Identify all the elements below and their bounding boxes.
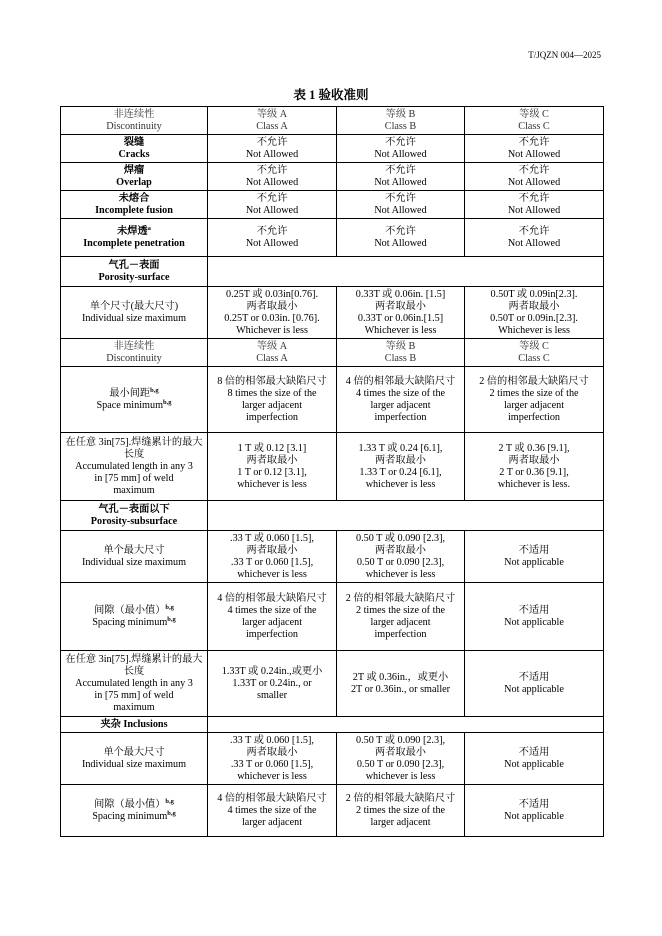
criteria-line: 2 times the size of the: [355, 604, 446, 616]
criteria-line: 8 times the size of the: [227, 387, 317, 399]
criteria-cell: [337, 367, 465, 433]
label-line: [63, 678, 205, 690]
cell-line: [63, 109, 205, 121]
label-line: [63, 617, 205, 629]
label-text: Spacing minimum: [92, 616, 168, 628]
criteria-line: larger adjacent: [370, 616, 431, 628]
criteria-line: 不允许: [518, 136, 550, 148]
label-text: Accumulated length in any 3: [75, 460, 193, 472]
criteria-line: whichever is less: [365, 478, 436, 490]
cell-text: Discontinuity: [106, 352, 162, 364]
criteria-line: whichever is less: [365, 568, 436, 580]
criteria-line: 4 times the size of the: [227, 604, 317, 616]
criteria-line: Not applicable: [504, 758, 564, 770]
label-line: [63, 226, 205, 238]
criteria-cell: [337, 191, 465, 219]
criteria-line: 不允许: [256, 192, 288, 204]
criteria-line: whichever is less.: [497, 478, 571, 490]
header-cell-class: [208, 107, 337, 135]
label-text: Individual size maximum: [81, 312, 187, 324]
criteria-line: 不允许: [385, 225, 416, 237]
criteria-line: 不允许: [385, 136, 416, 148]
criteria-cell: [465, 785, 604, 837]
criteria-line: 2 times the size of the: [355, 804, 446, 816]
label-text: 单个尺寸(最大尺寸): [89, 300, 179, 312]
label-text: Individual size maximum: [81, 556, 187, 568]
criteria-line: 两者取最小: [246, 746, 298, 758]
cell-line: [339, 353, 462, 365]
section-empty-cell: [208, 257, 604, 287]
criteria-line: imperfection: [374, 411, 427, 423]
criteria-cell: [208, 733, 337, 785]
criteria-line: larger adjacent: [370, 399, 431, 411]
label-line: [63, 811, 205, 823]
criteria-line: larger adjacent: [503, 399, 565, 411]
criteria-cell: [208, 531, 337, 583]
cell-text: Porosity-surface: [98, 271, 170, 283]
criteria-line: Not Allowed: [507, 237, 561, 249]
criteria-line: 不允许: [385, 164, 416, 176]
row-label: [61, 651, 208, 717]
criteria-line: 不允许: [256, 136, 288, 148]
label-text: 单个最大尺寸: [103, 746, 165, 758]
criteria-line: Not Allowed: [374, 176, 427, 188]
label-text: maximum: [113, 701, 155, 713]
cell-line: [467, 109, 601, 121]
footnote-marker: b,g: [163, 398, 172, 406]
criteria-line: 2T or 0.36in., or smaller: [350, 683, 451, 695]
criteria-line: 2 times the size of the: [489, 387, 579, 399]
header-cell-class: [337, 107, 465, 135]
row-label: [61, 163, 208, 191]
label-line: [63, 799, 205, 811]
criteria-cell: [465, 191, 604, 219]
cell-line: [339, 341, 462, 353]
label-text: Spacing minimum: [92, 810, 168, 822]
header-cell-discontinuity: [61, 339, 208, 367]
criteria-line: 0.33T 或 0.06in. [1.5]: [355, 288, 446, 300]
cell-text: Porosity-subsurface: [90, 515, 178, 527]
criteria-line: Not Allowed: [507, 176, 561, 188]
label-text: Individual size maximum: [81, 758, 187, 770]
table-caption: 表 1 验收准则: [293, 88, 369, 102]
acceptance-criteria-table: [60, 106, 604, 837]
criteria-cell: [337, 433, 465, 501]
criteria-line: imperfection: [245, 411, 299, 423]
row-label: [61, 367, 208, 433]
criteria-cell: [208, 583, 337, 651]
criteria-line: imperfection: [374, 628, 427, 640]
label-text: Incomplete fusion: [95, 204, 173, 216]
label-text: 在任意 3in[75].焊缝累计的最大长度: [65, 653, 203, 677]
header-cell-class: [337, 339, 465, 367]
table-row: [61, 501, 604, 531]
criteria-line: 两者取最小: [375, 454, 426, 466]
cell-line: [63, 353, 205, 365]
criteria-line: 2 倍的相邻最大缺陷尺寸: [345, 592, 456, 604]
criteria-line: 0.50 T or 0.090 [2.3],: [356, 758, 445, 770]
footnote-marker: b,g: [165, 797, 174, 805]
criteria-line: 1 T or 0.12 [3.1],: [237, 466, 307, 478]
label-text: 焊瘤: [123, 164, 145, 176]
row-label: [61, 219, 208, 257]
criteria-cell: [337, 583, 465, 651]
criteria-line: Not Allowed: [245, 148, 299, 160]
table-row: [61, 257, 604, 287]
label-line: [63, 400, 205, 412]
row-label: [61, 191, 208, 219]
cell-text: Class A: [256, 120, 288, 132]
criteria-line: Not Allowed: [374, 204, 427, 216]
table-row: [61, 785, 604, 837]
cell-text: Class C: [518, 120, 550, 132]
cell-text: Class B: [384, 352, 417, 364]
table-row: [61, 651, 604, 717]
cell-line: [63, 260, 205, 272]
cell-text: 等级 C: [519, 108, 549, 120]
criteria-line: 不适用: [518, 604, 550, 616]
section-empty-cell: [208, 717, 604, 733]
section-label: [61, 501, 208, 531]
section-label: [61, 257, 208, 287]
label-text: Overlap: [116, 176, 152, 188]
criteria-line: Not Allowed: [374, 148, 427, 160]
cell-line: [63, 719, 205, 731]
criteria-cell: [208, 219, 337, 257]
criteria-line: 两者取最小: [246, 544, 298, 556]
label-line: [63, 747, 205, 759]
criteria-line: Not Allowed: [245, 204, 299, 216]
criteria-line: 0.50 T or 0.090 [2.3],: [356, 556, 445, 568]
cell-line: [63, 341, 205, 353]
criteria-line: 1.33T 或 0.24in.,或更小: [221, 665, 323, 677]
criteria-cell: [337, 531, 465, 583]
table-row: [61, 287, 604, 339]
header-cell-class: [465, 107, 604, 135]
label-line: [63, 545, 205, 557]
criteria-cell: [208, 433, 337, 501]
criteria-line: 两者取最小: [375, 300, 426, 312]
label-line: [63, 485, 205, 497]
criteria-line: 4 倍的相邻最大缺陷尺寸: [217, 792, 327, 804]
criteria-line: Not applicable: [504, 683, 564, 695]
criteria-line: 4 times the size of the: [227, 804, 317, 816]
cell-line: [467, 341, 601, 353]
criteria-cell: [208, 135, 337, 163]
criteria-line: 2 倍的相邻最大缺陷尺寸: [479, 375, 589, 387]
criteria-line: 4 倍的相邻最大缺陷尺寸: [345, 375, 456, 387]
label-text: 最小间距: [109, 387, 151, 399]
label-text: 在任意 3in[75].焊缝累计的最大长度: [65, 436, 203, 460]
criteria-cell: [337, 163, 465, 191]
criteria-line: .33 T 或 0.060 [1.5],: [230, 734, 314, 746]
document-id: T/JQZN 004—2025: [528, 50, 601, 60]
criteria-line: 2 T 或 0.36 [9.1],: [498, 442, 570, 454]
label-line: [63, 473, 205, 485]
criteria-line: 不允许: [256, 225, 288, 237]
table-row: [61, 531, 604, 583]
criteria-line: .33 T 或 0.060 [1.5],: [230, 532, 314, 544]
criteria-line: Not Allowed: [507, 148, 561, 160]
label-line: [63, 690, 205, 702]
cell-text: 等级 B: [385, 340, 416, 352]
cell-line: [339, 121, 462, 133]
label-text: 间隙（最小值）: [94, 798, 166, 810]
section-label: [61, 717, 208, 733]
criteria-cell: [465, 287, 604, 339]
cell-text: Class A: [256, 352, 288, 364]
label-line: [63, 461, 205, 473]
criteria-line: 0.50 T 或 0.090 [2.3],: [355, 734, 446, 746]
criteria-line: 不允许: [518, 192, 550, 204]
criteria-line: smaller: [257, 689, 287, 701]
cell-line: [63, 516, 205, 528]
label-text: Accumulated length in any 3: [75, 677, 193, 689]
criteria-line: 0.50T or 0.09in.[2.3].: [490, 312, 578, 324]
criteria-line: 0.33T or 0.06in.[1.5]: [357, 312, 444, 324]
label-line: [63, 137, 205, 149]
criteria-cell: [465, 367, 604, 433]
criteria-cell: [465, 163, 604, 191]
criteria-line: 4 times the size of the: [355, 387, 446, 399]
criteria-line: larger adjacent: [370, 816, 431, 828]
criteria-line: Not applicable: [504, 556, 564, 568]
criteria-line: 两者取最小: [375, 544, 426, 556]
criteria-line: 不适用: [518, 671, 550, 683]
criteria-cell: [465, 219, 604, 257]
label-text: in [75 mm] of weld: [94, 472, 174, 484]
cell-line: [210, 341, 334, 353]
table-row: [61, 433, 604, 501]
row-label: [61, 785, 208, 837]
criteria-line: Not Allowed: [374, 237, 427, 249]
cell-text: 非连续性: [113, 340, 155, 352]
cell-line: [210, 353, 334, 365]
criteria-line: 不允许: [518, 225, 550, 237]
cell-text: 气孔－表面: [108, 259, 160, 271]
label-line: [63, 149, 205, 161]
label-text: Space minimum: [96, 399, 163, 411]
criteria-cell: [208, 367, 337, 433]
label-line: [63, 193, 205, 205]
criteria-cell: [465, 651, 604, 717]
criteria-line: 4 倍的相邻最大缺陷尺寸: [217, 592, 327, 604]
criteria-cell: [337, 785, 465, 837]
label-text: Incomplete penetration: [83, 237, 185, 249]
cell-line: [467, 121, 601, 133]
label-line: [63, 654, 205, 678]
label-line: [63, 313, 205, 325]
criteria-line: larger adjacent: [241, 616, 303, 628]
table-row: [61, 219, 604, 257]
criteria-line: 8 倍的相邻最大缺陷尺寸: [217, 375, 327, 387]
criteria-line: 1.33T or 0.24in., or: [232, 677, 312, 689]
criteria-line: 两者取最小: [508, 454, 560, 466]
criteria-line: whichever is less: [365, 770, 436, 782]
label-line: [63, 388, 205, 400]
row-label: [61, 531, 208, 583]
cell-line: [63, 504, 205, 516]
footnote-marker: b,g: [167, 615, 176, 623]
header-cell-class: [465, 339, 604, 367]
row-label: [61, 433, 208, 501]
criteria-line: 两者取最小: [508, 300, 560, 312]
label-text: 裂缝: [123, 136, 145, 148]
criteria-line: 2 倍的相邻最大缺陷尺寸: [345, 792, 456, 804]
cell-text: Class C: [518, 352, 550, 364]
table-row: [61, 107, 604, 135]
cell-line: [63, 272, 205, 284]
table-row: [61, 583, 604, 651]
criteria-line: larger adjacent: [241, 816, 303, 828]
cell-text: 等级 C: [519, 340, 549, 352]
cell-text: 等级 B: [385, 108, 416, 120]
criteria-line: 0.50T 或 0.09in[2.3].: [490, 288, 578, 300]
criteria-line: Whichever is less: [236, 324, 308, 336]
criteria-cell: [208, 163, 337, 191]
label-line: [63, 557, 205, 569]
criteria-line: 不允许: [385, 192, 416, 204]
criteria-cell: [208, 287, 337, 339]
criteria-line: Not Allowed: [507, 204, 561, 216]
table-row: [61, 339, 604, 367]
criteria-line: 1 T 或 0.12 [3.1]: [237, 442, 307, 454]
cell-text: 等级 A: [256, 340, 288, 352]
row-label: [61, 135, 208, 163]
label-text: 单个最大尺寸: [103, 544, 165, 556]
criteria-line: 不允许: [256, 164, 288, 176]
cell-text: Class B: [384, 120, 417, 132]
footnote-marker: a: [147, 224, 151, 232]
criteria-cell: [208, 651, 337, 717]
label-line: [63, 177, 205, 189]
cell-text: 气孔－表面以下: [98, 503, 170, 515]
table-row: [61, 717, 604, 733]
criteria-cell: [465, 135, 604, 163]
criteria-cell: [465, 433, 604, 501]
criteria-line: 0.50 T 或 0.090 [2.3],: [355, 532, 446, 544]
row-label: [61, 287, 208, 339]
footnote-marker: b,g: [167, 809, 176, 817]
label-text: 未熔合: [118, 192, 150, 204]
label-line: [63, 437, 205, 461]
label-line: [63, 301, 205, 313]
label-line: [63, 205, 205, 217]
section-empty-cell: [208, 501, 604, 531]
cell-text: 非连续性: [113, 108, 155, 120]
criteria-line: .33 T or 0.060 [1.5],: [230, 758, 314, 770]
criteria-line: Not Allowed: [245, 176, 299, 188]
label-line: [63, 165, 205, 177]
criteria-line: Not applicable: [504, 810, 564, 822]
criteria-line: 不适用: [518, 798, 550, 810]
criteria-line: whichever is less: [237, 478, 307, 490]
label-text: Cracks: [118, 148, 150, 160]
criteria-line: 1.33 T or 0.24 [6.1],: [359, 466, 442, 478]
criteria-line: imperfection: [507, 411, 561, 423]
table-row: [61, 733, 604, 785]
criteria-line: larger adjacent: [241, 399, 303, 411]
footnote-marker: b,g: [165, 603, 174, 611]
label-line: [63, 702, 205, 714]
label-text: 间隙（最小值）: [94, 604, 166, 616]
row-label: [61, 583, 208, 651]
criteria-line: 1.33 T 或 0.24 [6.1],: [358, 442, 443, 454]
cell-line: [339, 109, 462, 121]
cell-line: [63, 121, 205, 133]
criteria-line: .33 T or 0.060 [1.5],: [230, 556, 314, 568]
criteria-cell: [337, 135, 465, 163]
criteria-line: 不允许: [518, 164, 550, 176]
criteria-cell: [337, 219, 465, 257]
label-text: in [75 mm] of weld: [94, 689, 174, 701]
criteria-line: imperfection: [245, 628, 299, 640]
criteria-line: 不适用: [518, 544, 550, 556]
criteria-cell: [208, 191, 337, 219]
criteria-line: 2 T or 0.36 [9.1],: [499, 466, 569, 478]
criteria-line: Not applicable: [504, 616, 564, 628]
criteria-cell: [465, 531, 604, 583]
criteria-line: whichever is less: [237, 568, 307, 580]
criteria-line: Whichever is less: [498, 324, 570, 336]
row-label: [61, 733, 208, 785]
criteria-cell: [337, 287, 465, 339]
label-line: [63, 759, 205, 771]
criteria-line: 两者取最小: [375, 746, 426, 758]
criteria-line: Whichever is less: [364, 324, 437, 336]
criteria-cell: [465, 733, 604, 785]
table-row: [61, 191, 604, 219]
criteria-line: 0.25T 或 0.03in[0.76].: [225, 288, 319, 300]
table-row: [61, 163, 604, 191]
footnote-marker: b,g: [150, 386, 159, 394]
criteria-cell: [337, 733, 465, 785]
criteria-line: whichever is less: [237, 770, 307, 782]
label-text: 未焊透: [117, 225, 148, 237]
criteria-line: 不适用: [518, 746, 550, 758]
cell-line: [467, 353, 601, 365]
criteria-line: 两者取最小: [246, 300, 298, 312]
table-row: [61, 135, 604, 163]
cell-text: 等级 A: [256, 108, 288, 120]
cell-line: [210, 109, 334, 121]
criteria-line: Not Allowed: [245, 237, 299, 249]
header-cell-class: [208, 339, 337, 367]
label-line: [63, 605, 205, 617]
label-line: [63, 238, 205, 250]
criteria-cell: [465, 583, 604, 651]
criteria-cell: [208, 785, 337, 837]
criteria-line: 0.25T or 0.03in. [0.76].: [224, 312, 320, 324]
cell-line: [210, 121, 334, 133]
table-row: [61, 367, 604, 433]
criteria-cell: [337, 651, 465, 717]
cell-text: Discontinuity: [106, 120, 162, 132]
criteria-line: 2T 或 0.36in.，或更小: [352, 671, 449, 683]
cell-text: 夹杂 Inclusions: [100, 718, 168, 730]
criteria-line: 两者取最小: [246, 454, 298, 466]
header-cell-discontinuity: [61, 107, 208, 135]
label-text: maximum: [113, 484, 155, 496]
